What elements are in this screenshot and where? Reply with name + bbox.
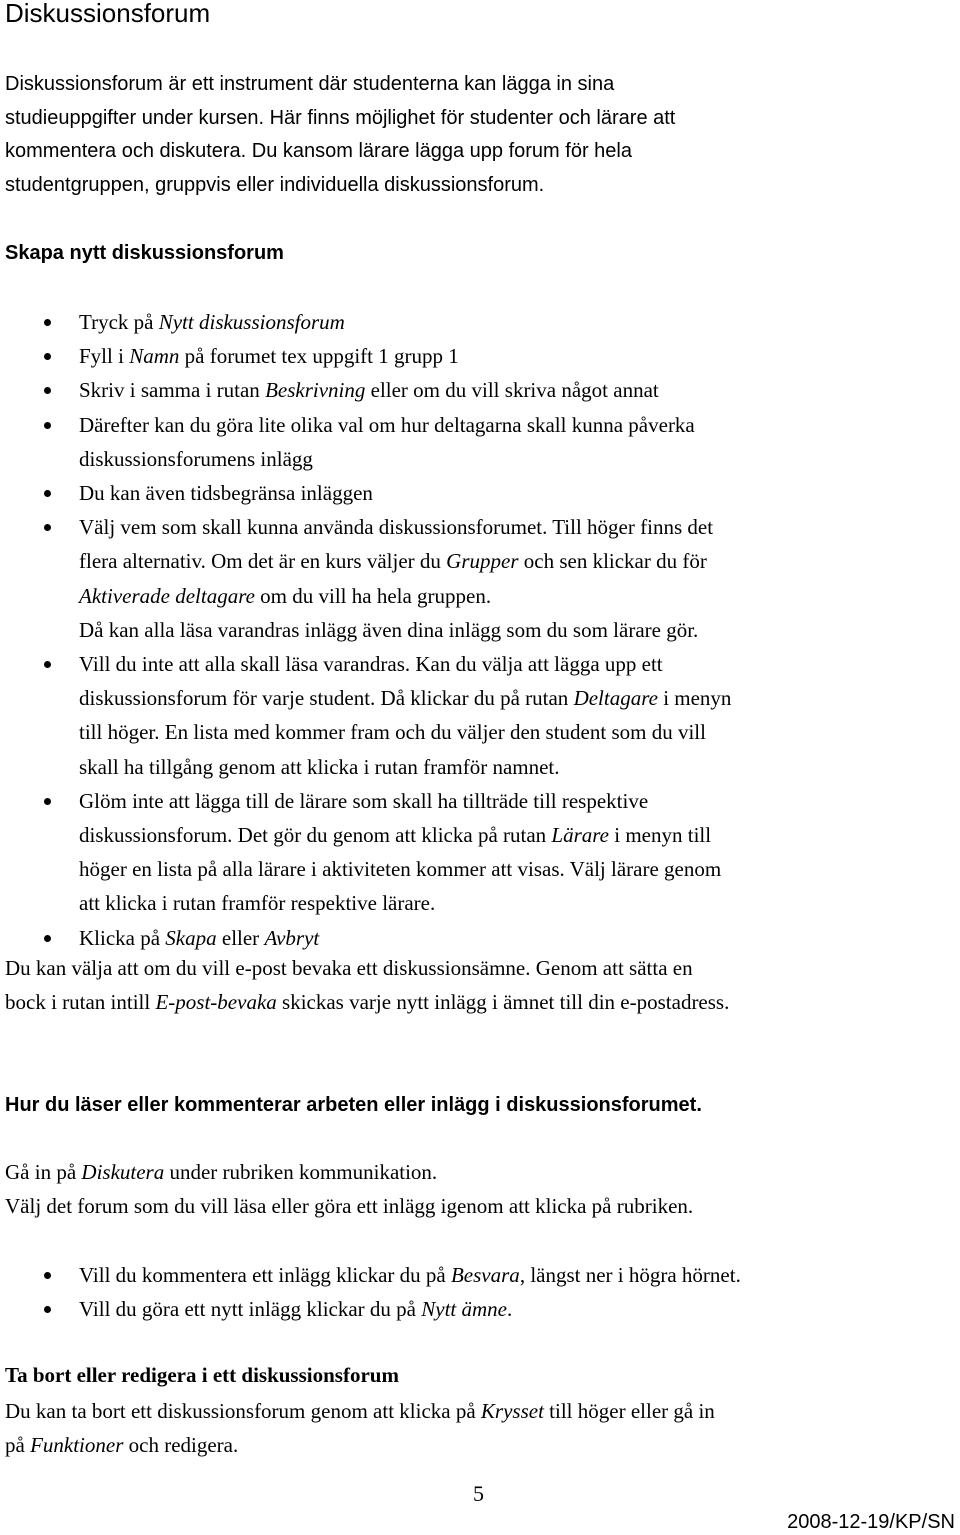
list-item [0,305,960,339]
paragraph-line: Välj det forum som du vill läsa eller göra ett inlägg igenom att klicka på rubriken. [5,1194,694,1219]
list-item-line: flera alternativ. Om det är en kurs väljer du Grupper och sen klickar du för [79,549,707,574]
bullet-icon [44,1306,51,1313]
list-item-line: diskussionsforum. Det gör du genom att klicka på rutan Lärare i menyn till [79,823,712,848]
paragraph-line: bock i rutan intill E-post-bevaka skickas varje nytt inlägg i ämnet till din e-postadress. [5,990,730,1015]
intro-line: Diskussionsforum är ett instrument där studenterna kan lägga in sina [5,73,615,95]
list-item-line: Då kan alla läsa varandras inlägg även dina inlägg som du som lärare gör. [79,617,699,642]
list-item [0,1292,960,1326]
bullet-icon [44,524,51,531]
list-item [0,408,960,476]
list-item-text: Klicka på Skapa eller Avbryt [79,925,320,950]
list-item [0,784,960,921]
list-item-text: Vill du göra ett nytt inlägg klickar du på Nytt ämne. [79,1297,513,1322]
bullet-icon [44,935,51,942]
read-comment-steps [0,1258,960,1326]
bullet-icon [44,1272,51,1279]
list-item-line: Vill du inte att alla skall läsa varandras. Kan du välja att lägga upp ett [79,652,663,677]
bullet-icon [44,490,51,497]
list-item-line: Därefter kan du göra lite olika val om hur deltagarna skall kunna påverka [79,412,695,437]
list-item-line: diskussionsforum för varje student. Då klickar du på rutan Deltagare i menyn [79,686,732,711]
bullet-icon [44,661,51,668]
list-item [0,647,960,784]
list-item-text: Tryck på Nytt diskussionsforum [79,310,345,334]
list-item-text: Skriv i samma i rutan Beskrivning eller om du vill skriva något annat [79,378,659,403]
intro-line: kommentera och diskutera. Du kansom lärare lägga upp forum för hela [5,140,632,162]
list-item-text: Vill du kommentera ett inlägg klickar du på Besvara, längst ner i högra hörnet. [79,1263,741,1287]
paragraph-line: på Funktioner och redigera. [5,1433,239,1458]
list-item-line: skall ha tillgång genom att klicka i rutan framför namnet. [79,754,560,779]
read-instructions-paragraph [5,1155,693,1223]
section-heading-delete-edit: Ta bort eller redigera i ett diskussionsforum [5,1363,399,1387]
bullet-icon [44,353,51,360]
list-item-line: höger en lista på alla lärare i aktiviteten kommer att visas. Välj lärare genom [79,857,722,882]
paragraph-line: Gå in på Diskutera under rubriken kommunikation. [5,1160,438,1184]
bullet-icon [44,387,51,394]
delete-edit-paragraph [5,1394,715,1462]
list-item [0,476,960,510]
footer-stamp: 2008-12-19/KP/SN [787,1511,955,1533]
list-item-text: Du kan även tidsbegränsa inläggen [79,481,373,506]
bullet-icon [44,798,51,805]
list-item [0,921,960,955]
section-heading-read-comment: Hur du läser eller kommenterar arbeten eller inlägg i diskussionsforumet. [5,1094,702,1116]
list-item-line: diskussionsforumens inlägg [79,446,313,471]
intro-line: studentgruppen, gruppvis eller individuella diskussionsforum. [5,173,545,196]
list-item-line: att klicka i rutan framför respektive lärare. [79,891,436,916]
paragraph-line: Du kan ta bort ett diskussionsforum genom att klicka på Krysset till höger eller gå in [5,1399,715,1423]
list-item-text: Fyll i Namn på forumet tex uppgift 1 grupp 1 [79,344,459,369]
list-item [0,373,960,407]
page-number: 5 [473,1481,484,1506]
bullet-icon [44,319,51,326]
list-item-line: Glöm inte att lägga till de lärare som skall ha tillträde till respektive [79,788,649,813]
email-watch-paragraph [5,951,729,1019]
list-item [0,1258,960,1292]
bullet-icon [44,422,51,429]
list-item-line: Välj vem som skall kunna använda diskussionsforumet. Till höger finns det [79,515,714,540]
paragraph-line: Du kan välja att om du vill e-post bevaka ett diskussionsämne. Genom att sätta en [5,956,693,980]
section-heading-create-forum: Skapa nytt diskussionsforum [5,242,284,264]
intro-line: studieuppgifter under kursen. Här finns möjlighet för studenter och lärare att [5,106,676,129]
list-item [0,510,960,647]
page-title: Diskussionsforum [5,0,211,28]
list-item-line: till höger. En lista med kommer fram och du väljer den student som du vill [79,720,706,745]
list-item [0,339,960,373]
intro-paragraph [5,68,955,202]
create-forum-steps [0,305,960,955]
list-item-line: Aktiverade deltagare om du vill ha hela gruppen. [79,583,492,608]
